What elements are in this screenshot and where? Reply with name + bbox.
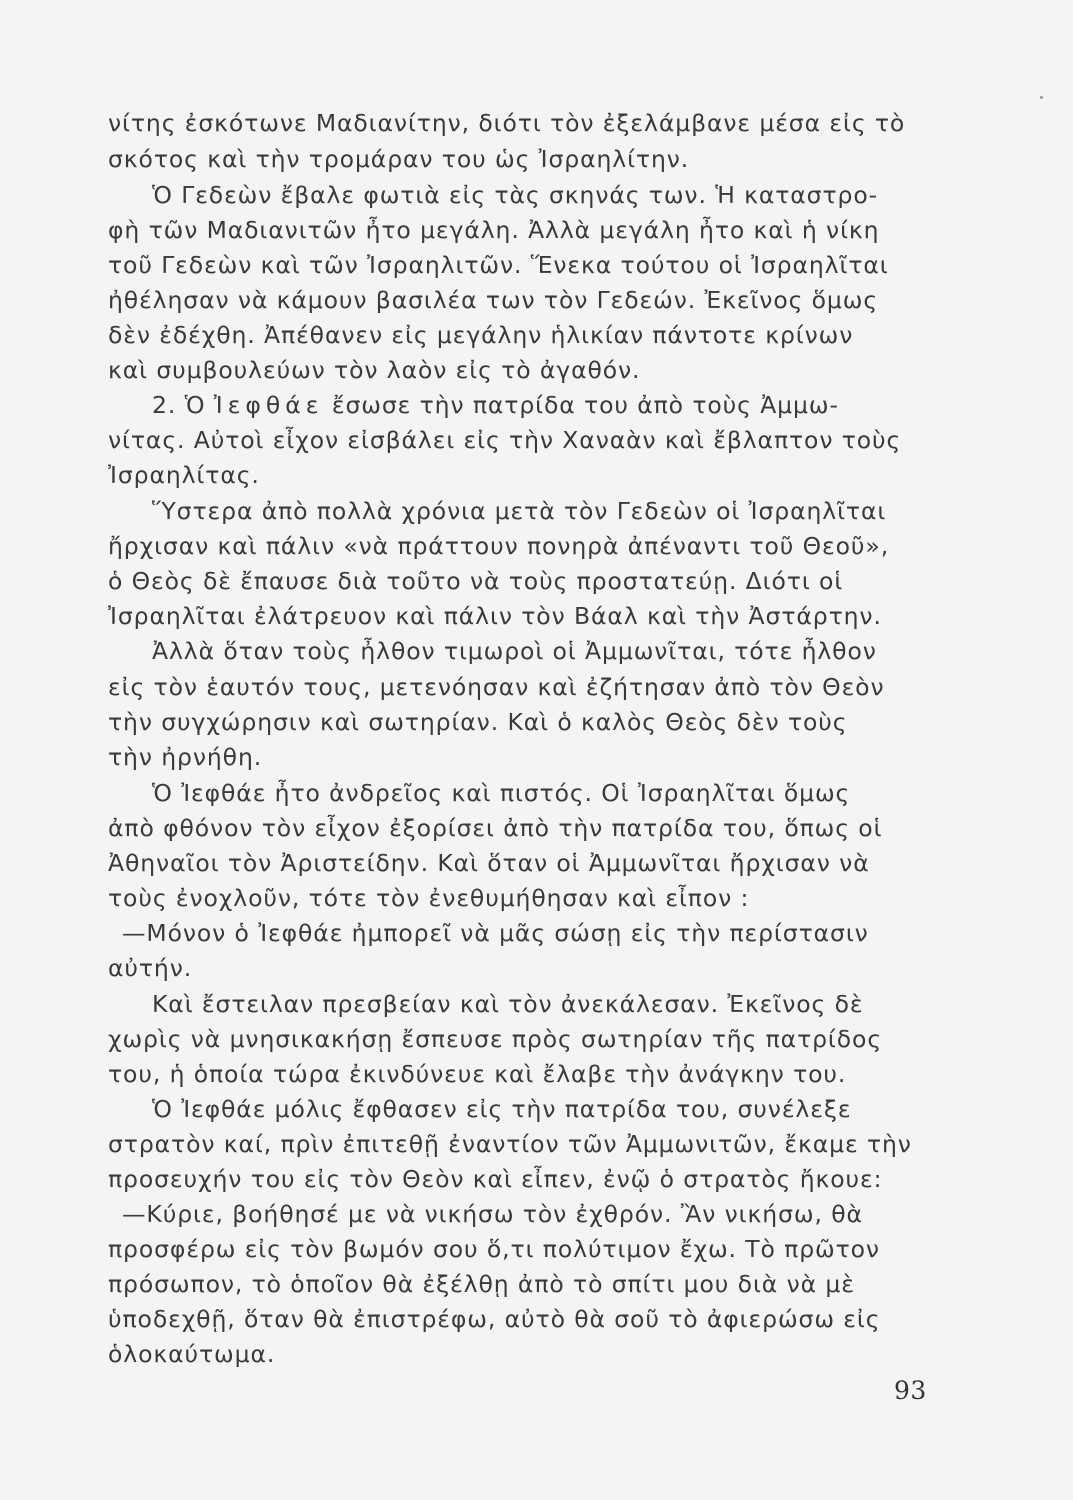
text-line: Ἰσραηλῖται ἐλάτρευον καὶ πάλιν τὸν Βάαλ καὶ τὴν Ἀστάρτην.: [108, 602, 882, 630]
text-line: ἠθέλησαν νὰ κάμουν βασιλέα των τὸν Γεδεών. Ἐκεῖνος ὅμως: [108, 286, 879, 314]
dialogue-line: —Μόνον ὁ Ἰεφθάε ἠμπορεῖ νὰ μᾶς σώσῃ εἰς τὴν περίστασιν: [122, 919, 869, 947]
text-line: τοῦ Γεδεὼν καὶ τῶν Ἰσραηλιτῶν. Ἕνεκα τούτου οἱ Ἰσραηλῖται: [108, 251, 889, 279]
text-line: νίτας. Αὐτοὶ εἶχον εἰσβάλει εἰς τὴν Χαναὰν καὶ ἔβλαπτον τοὺς: [108, 426, 902, 454]
speck: [1040, 96, 1043, 99]
text-line: προσευχήν του εἰς τὸν Θεὸν καὶ εἶπεν, ἐνῷ ὁ στρατὸς ἤκουε:: [108, 1165, 883, 1193]
text-line: στρατὸν καί, πρὶν ἐπιτεθῇ ἐναντίον τῶν Ἀμμωνιτῶν, ἔκαμε τὴν: [108, 1130, 912, 1158]
text-line: Ὁ Ἰεφθάε μόλις ἔφθασεν εἰς τὴν πατρίδα του, συνέλεξε: [152, 1095, 852, 1123]
text-line: Καὶ ἔστειλαν πρεσβείαν καὶ τὸν ἀνεκάλεσαν. Ἐκεῖνος δὲ: [152, 990, 864, 1018]
page-number: 93: [894, 1376, 927, 1405]
text-line: Ὁ Γεδεὼν ἔβαλε φωτιὰ εἰς τὰς σκηνάς των. Ἡ καταστρο-: [152, 181, 878, 209]
text-line: σκότος καὶ τὴν τρομάραν του ὡς Ἰσραηλίτην.: [108, 145, 690, 173]
text-line: τὴν συγχώρησιν καὶ σωτηρίαν. Καὶ ὁ καλὸς Θεὸς δὲν τοὺς: [108, 708, 848, 736]
text-line: πρόσωπον, τὸ ὁποῖον θὰ ἐξέλθῃ ἀπὸ τὸ σπίτι μου διὰ νὰ μὲ: [108, 1270, 855, 1298]
text-line: εἰς τὸν ἑαυτόν τους, μετενόησαν καὶ ἐζήτησαν ἀπὸ τὸν Θεὸν: [108, 673, 885, 701]
text-line: τοὺς ἐνοχλοῦν, τότε τὸν ἐνεθυμήθησαν καὶ εἶπον :: [108, 884, 750, 912]
text-line: ἤρχισαν καὶ πάλιν «νὰ πράττουν πονηρὰ ἀπέναντι τοῦ Θεοῦ»,: [108, 532, 890, 560]
text-line: Ἀθηναῖοι τὸν Ἀριστείδην. Καὶ ὅταν οἱ Ἀμμωνῖται ἤρχισαν νὰ: [108, 849, 870, 877]
text-line: Ἰσραηλίτας.: [108, 461, 260, 489]
text-line: χωρὶς νὰ μνησικακήσῃ ἔσπευσε πρὸς σωτηρίαν τῆς πατρίδος: [108, 1025, 883, 1053]
section-number: 2. Ὁ: [152, 391, 214, 419]
text-line: Ἀλλὰ ὅταν τοὺς ἦλθον τιμωροὶ οἱ Ἀμμωνῖται, τότε ἦλθον: [152, 637, 877, 665]
text-line: ὁλοκαύτωμα.: [108, 1340, 276, 1368]
text-line: του, ἡ ὁποία τώρα ἐκινδύνευε καὶ ἔλαβε τὴν ἀνάγκην του.: [108, 1060, 847, 1088]
text-line: φὴ τῶν Μαδιανιτῶν ἦτο μεγάλη. Ἀλλὰ μεγάλη ἦτο καὶ ἡ νίκη: [108, 216, 880, 244]
section-name: Ἰεφθάε: [213, 391, 324, 419]
text-line: Ὕστερα ἀπὸ πολλὰ χρόνια μετὰ τὸν Γεδεὼν οἱ Ἰσραηλῖται: [152, 497, 887, 525]
section-text: ἔσωσε τὴν πατρίδα του ἀπὸ τοὺς Ἀμμω-: [323, 391, 839, 419]
text-line: ὁ Θεὸς δὲ ἔπαυσε διὰ τοῦτο νὰ τοὺς προστατεύῃ. Διότι οἱ: [108, 567, 844, 595]
text-line: ἀπὸ φθόνον τὸν εἶχον ἐξορίσει ἀπὸ τὴν πατρίδα του, ὅπως οἱ: [108, 814, 883, 842]
section-heading-line: [152, 390, 928, 420]
text-line: Ὁ Ἰεφθάε ἦτο ἀνδρεῖος καὶ πιστός. Οἱ Ἰσραηλῖται ὅμως: [152, 779, 851, 807]
text-line: ὑποδεχθῇ, ὅταν θὰ ἐπιστρέφω, αὐτὸ θὰ σοῦ τὸ ἀφιερώσω εἰς: [108, 1305, 881, 1333]
dialogue-line: —Κύριε, βοήθησέ με νὰ νικήσω τὸν ἐχθρόν. Ἂν νικήσω, θὰ: [122, 1200, 863, 1228]
text-line: καὶ συμβουλεύων τὸν λαὸν εἰς τὸ ἀγαθόν.: [108, 356, 641, 384]
text-line: δὲν ἐδέχθη. Ἀπέθανεν εἰς μεγάλην ἡλικίαν πάντοτε κρίνων: [108, 321, 854, 349]
text-line: προσφέρω εἰς τὸν βωμόν σου ὅ,τι πολύτιμον ἔχω. Τὸ πρῶτον: [108, 1235, 880, 1263]
text-line: νίτης ἐσκότωνε Μαδιανίτην, διότι τὸν ἐξελάμβανε μέσα εἰς τὸ: [108, 109, 906, 137]
text-line: αὐτήν.: [108, 954, 193, 982]
text-line: τὴν ἠρνήθη.: [108, 743, 263, 771]
